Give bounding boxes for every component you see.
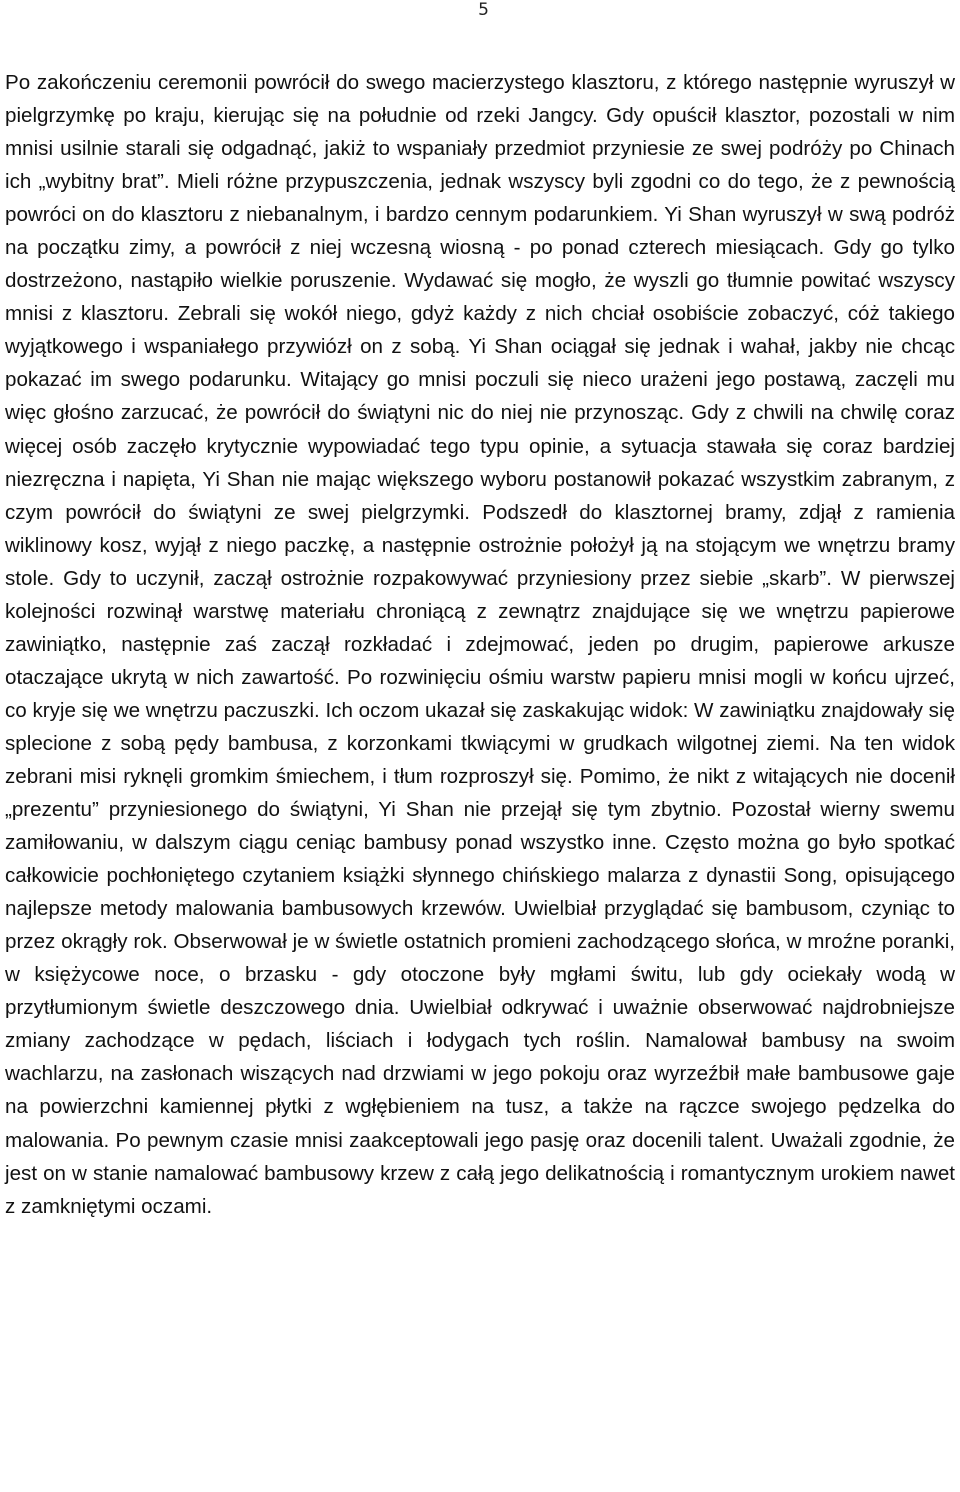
page-number: 5 — [478, 0, 489, 20]
body-paragraph: Po zakończeniu ceremonii powrócił do swego macierzystego klasztoru, z którego następnie wyruszył w pielgrzymkę po kraju, kierując się na południe od rzeki Jangcy. Gdy opuścił klasztor, pozostali w nim mnisi usilnie starali się odgadnąć, jakiż to wspaniały przedmiot przyniesie ze swej podróży po Chinach ich „wybitny brat”. Mieli różne przypuszczenia, jednak wszyscy byli zgodni co do tego, że z pewnością powróci on do klasztoru z niebanalnym, i bardzo cennym podarunkiem. Yi Shan wyruszył w swą podróż na początku zimy, a powrócił z niej wczesną wiosną - po ponad czterech miesiącach. Gdy go tylko dostrzeżono, nastąpiło wielkie poruszenie. Wydawać się mogło, że wyszli go tłumnie powitać wszyscy mnisi z klasztoru. Zebrali się wokół niego, gdyż każdy z nich chciał osobiście zobaczyć, cóż takiego wyjątkowego i wspaniałego przywiózł on z sobą. Yi Shan ociągał się jednak i wahał, jakby nie chcąc pokazać im swego podarunku. Witający go mnisi poczuli się nieco urażeni jego postawą, zaczęli mu więc głośno zarzucać, że powrócił do świątyni nic do niej nie przynosząc. Gdy z chwili na chwilę coraz więcej osób zaczęło krytycznie wypowiadać tego typu opinie, a sytuacja stawała się coraz bardziej niezręczna i napięta, Yi Shan nie mając większego wyboru postanowił pokazać wszystkim zabranym, z czym powrócił do świątyni ze swej pielgrzymki. Podszedł do klasztornej bramy, zdjął z ramienia wiklinowy kosz, wyjął z niego paczkę, a następnie ostrożnie położył ją na stojącym we wnętrzu bramy stole. Gdy to uczynił, zaczął ostrożnie rozpakowywać przyniesiony przez siebie „skarb”. W pierwszej kolejności rozwinął warstwę materiału chroniącą z zewnątrz znajdujące się we wnętrzu papierowe zawiniątko, następnie zaś zaczął rozkładać i zdejmować, jeden po drugim, papierowe arkusze otaczające ukrytą w nich zawartość. Po rozwinięciu ośmiu warstw papieru mnisi mogli w końcu ujrzeć, co kryje się we wnętrzu paczuszki. Ich oczom ukazał się zaskakując widok: W zawiniątku znajdowały się splecione z sobą pędy bambusa, z korzonkami tkwiącymi w grudkach wilgotnej ziemi. Na ten widok zebrani misi ryknęli gromkim śmiechem, i tłum rozproszył się. Pomimo, że nikt z witających nie docenił „prezentu” przyniesionego do świątyni, Yi Shan nie przejął się tym zbytnio. Pozostał wierny swemu zamiłowaniu, w dalszym ciągu ceniąc bambusy ponad wszystko inne. Często można go było spotkać całkowicie pochłoniętego czytaniem książki słynnego chińskiego malarza z dynastii Song, opisującego najlepsze metody malowania bambusowych krzewów. Uwielbiał przyglądać się bambusom, czyniąc to przez okrągły rok. Obserwował je w świetle ostatnich promieni zachodzącego słońca, w mroźne poranki, w księżycowe noce, o brzasku - gdy otoczone były mgłami świtu, lub gdy ociekały wodą w przytłumionym świetle deszczowego dnia. Uwielbiał odkrywać i uważnie obserwować najdrobniejsze zmiany zachodzące w pędach, liściach i łodygach tych roślin. Namalował bambusy na swoim wachlarzu, na zasłonach wiszących nad drzwiami w jego pokoju oraz wyrzeźbił małe bambusowe gaje na powierzchni kamiennej płytki z wgłębieniem na tusz, a także na rączce swojego pędzelka do malowania. Po pewnym czasie mnisi zaakceptowali jego pasję oraz docenili talent. Uważali zgodnie, że jest on w stanie namalować bambusowy krzew z całą jego delikatnością i romantycznym urokiem nawet z zamkniętymi oczami. — [5, 71, 955, 1218]
